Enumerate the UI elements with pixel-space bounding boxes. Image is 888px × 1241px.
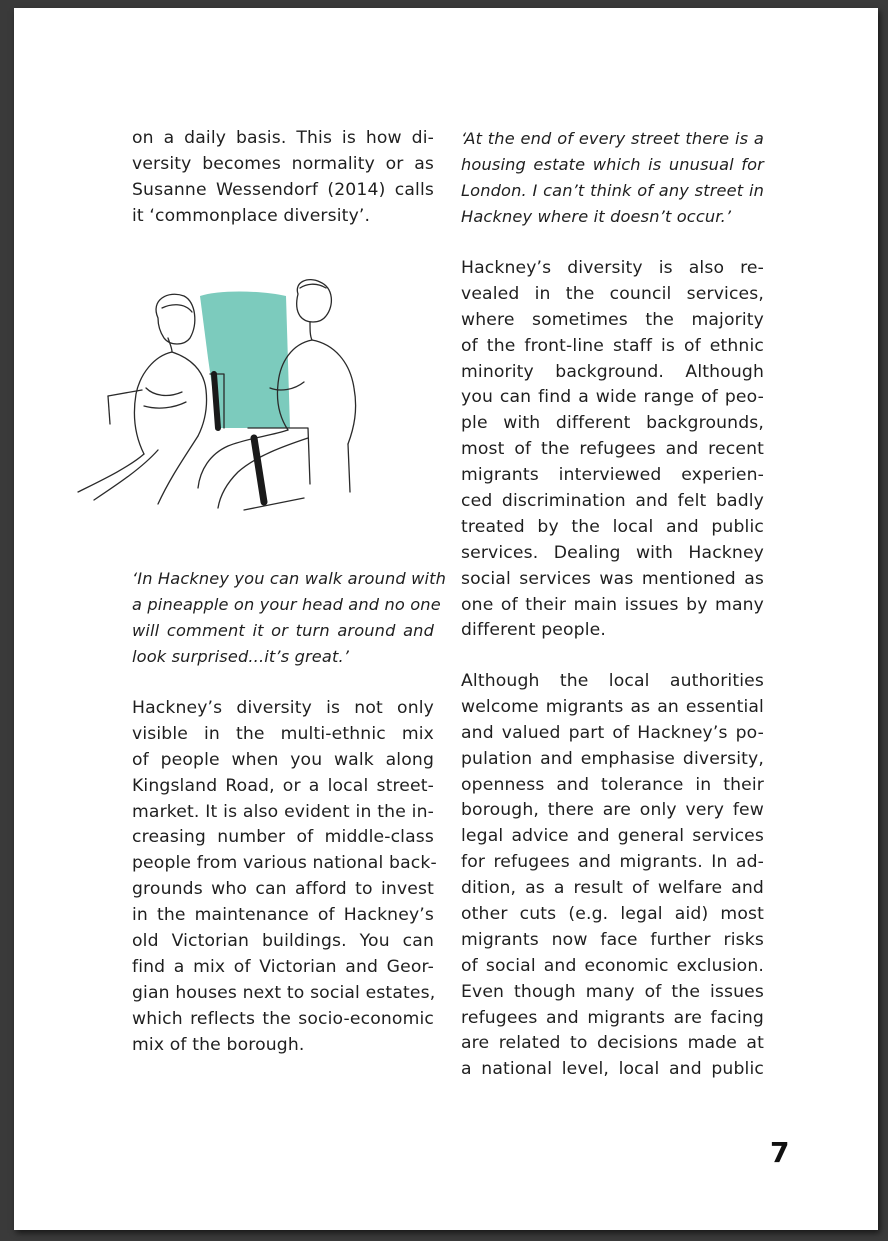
text-line: people from various national back- <box>132 853 437 874</box>
text-line: other cuts (e.g. legal aid) most <box>461 904 764 925</box>
quote-line: housing estate which is unusual for <box>461 154 764 174</box>
text-line: migrants now face further risks <box>461 929 764 950</box>
quote-line: ‘At the end of every street there is a <box>461 129 764 148</box>
text-line: mix of the borough. <box>132 1034 305 1055</box>
quote-line: will comment it or turn around and <box>132 620 434 640</box>
text-line: Susanne Wessendorf (2014) calls <box>132 179 434 200</box>
text-line: of people when you walk along <box>132 749 434 770</box>
text-line: it ‘commonplace diversity’. <box>132 205 371 226</box>
two-people-sitting-illustration <box>58 278 358 528</box>
quote-line: ‘In Hackney you can walk around with <box>132 569 447 588</box>
quote-line: a pineapple on your head and no one <box>132 594 441 614</box>
right-quote-block <box>461 126 764 230</box>
quote-line: Hackney where it doesn’t occur.’ <box>461 206 732 226</box>
text-line: where sometimes the majority <box>461 309 764 330</box>
text-line: a national level, local and public <box>461 1059 764 1080</box>
text-line: services. Dealing with Hackney <box>461 542 764 563</box>
text-line: social services was mentioned as <box>461 568 764 589</box>
left-paragraph <box>132 696 437 1058</box>
text-line: creasing number of middle-class <box>132 827 434 848</box>
text-line: of social and economic exclusion. <box>461 955 764 976</box>
right-paragraph-1 <box>461 256 764 644</box>
text-line: refugees and migrants are facing <box>461 1007 764 1028</box>
text-line: in the maintenance of Hackney’s <box>132 905 434 926</box>
text-line: treated by the local and public <box>461 516 764 537</box>
text-line: vealed in the council services, <box>461 283 764 304</box>
text-line: for refugees and migrants. In ad- <box>461 852 764 873</box>
text-line: market. It is also evident in the in- <box>132 801 434 822</box>
quote-line: look surprised...it’s great.’ <box>132 646 350 666</box>
intro-paragraph <box>132 126 434 230</box>
text-line: of the front-line staff is of ethnic <box>461 335 764 356</box>
text-line: visible in the multi-ethnic mix <box>132 723 434 744</box>
text-line: one of their main issues by many <box>461 594 764 615</box>
document-page <box>14 8 878 1230</box>
text-line: minority background. Although <box>461 361 764 382</box>
right-paragraph-2 <box>461 669 764 1083</box>
text-line: Even though many of the issues <box>461 981 764 1002</box>
illustration-svg <box>58 278 358 528</box>
text-line: find a mix of Victorian and Geor- <box>132 956 434 977</box>
text-line: which reflects the socio-economic <box>132 1008 434 1029</box>
text-line: migrants interviewed experien- <box>461 465 764 486</box>
text-line: ple with different backgrounds, <box>461 413 764 434</box>
left-quote-block <box>132 566 447 670</box>
text-line: borough, there are only very few <box>461 800 764 821</box>
text-line: most of the refugees and recent <box>461 439 764 460</box>
text-line: gian houses next to social estates, <box>132 982 436 1003</box>
text-line: are related to decisions made at <box>461 1033 764 1054</box>
text-line: different people. <box>461 620 606 641</box>
text-line: Hackney’s diversity is also re- <box>461 258 764 278</box>
text-line: legal advice and general services <box>461 826 764 847</box>
text-line: Hackney’s diversity is not only <box>132 698 434 718</box>
text-line: old Victorian buildings. You can <box>132 931 434 952</box>
text-line: versity becomes normality or as <box>132 153 434 174</box>
text-line: and valued part of Hackney’s po- <box>461 722 764 743</box>
left-column <box>132 126 434 230</box>
text-line: dition, as a result of welfare and <box>461 878 764 899</box>
quote-line: London. I can’t think of any street in <box>461 180 764 200</box>
text-line: on a daily basis. This is how di- <box>132 128 434 148</box>
text-line: Although the local authorities <box>461 671 764 691</box>
text-line: grounds who can afford to invest <box>132 879 434 900</box>
text-line: pulation and emphasise diversity, <box>461 748 764 769</box>
text-line: ced discrimination and felt badly <box>461 491 764 512</box>
text-line: welcome migrants as an essential <box>461 696 764 717</box>
page-number: 7 <box>770 1136 790 1169</box>
text-line: openness and tolerance in their <box>461 774 764 795</box>
right-column <box>461 126 764 230</box>
text-line: you can find a wide range of peo- <box>461 387 764 408</box>
text-line: Kingsland Road, or a local street- <box>132 775 434 796</box>
